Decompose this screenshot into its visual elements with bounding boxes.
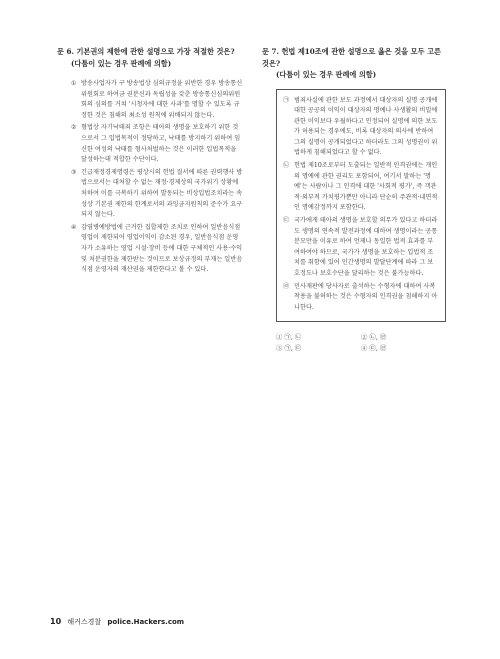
statement-text: 범죄사실에 관한 보도 과정에서 대상자의 실명 공개에 대한 공공의 이익이 대상자의 명예나 사생활의 비밀에 관한 이익보다 우월하다고 인정되어 실명에 의한 보도가 허용되는 경우에도, 비록 대상자의 의사에 반하여 그의 실명이 공개되었다고 하더라도 그의 성명권이 위법하게 침해되었다고 할 수 없다.	[294, 96, 438, 157]
option-2[interactable]	[71, 123, 243, 165]
question-7	[262, 46, 448, 354]
page-footer	[50, 617, 184, 627]
question-7-header	[262, 46, 448, 81]
statement-marker: ㉠	[283, 96, 290, 104]
question-7-title: 헌법 제10조에 관한 설명으로 옳은 것을 모두 고른 것은?	[262, 47, 441, 68]
statement-marker: ㉢	[283, 217, 290, 225]
brand-name: 해커스경찰	[67, 618, 102, 626]
statement-marker: ㉡	[283, 162, 290, 170]
option-text: 형법상 자기낙태죄 조항은 태아의 생명을 보호하기 위한 것으로서 그 입법목적이 정당하고, 낙태를 방지하기 위하여 임신한 여성의 낙태를 형사처벌하는 것은 이러한 입법목적을 달성하는데 적합한 수단이다.	[81, 124, 241, 164]
statement-item	[283, 282, 439, 314]
statement-text: 헌법 제10조로부터 도출되는 일반적 인격권에는 개인의 명예에 관한 권리도 포함되어, 여기서 말하는 '명예'는 사람이나 그 인격에 대한 '사회적 평가', 즉 객관적·외부적 가치평가뿐만 아니라 단순히 주관적·내면적인 명예감정까지 포함한다.	[294, 162, 438, 212]
statement-item	[283, 96, 439, 160]
question-7-note: (다툼이 있는 경우 판례에 의함)	[276, 70, 377, 79]
statement-box	[276, 89, 446, 323]
option-text: 감염병예방법에 근거한 집합제한 조치로 인하여 일반음식점 영업이 제한되어 영업이익이 감소된 경우, 일반음식점 운영자가 소유하는 영업 시설·장비 등에 대한 구체적인 사용·수익 및 처분권한을 제한받는 것이므로 보상규정의 부재는 일반음식점 운영자의 재산권을 제한한다고 볼 수 있다.	[81, 223, 243, 274]
question-6-note: (다툼이 있는 경우 판례에 의함)	[71, 58, 172, 68]
option-marker: ②	[71, 124, 77, 132]
option-1[interactable]	[71, 79, 243, 121]
answer-choices	[276, 332, 446, 354]
option-text: 긴급재정경제명령은 평상시의 헌법 질서에 따른 권력행사 방법으로서는 대처할 수 없는 재정·경제상의 국가위기 상황에 처하여 이를 극복하기 위하여 발동되는 비상입법조치라는 속성상 기본권 제한의 한계로서의 과잉금지원칙의 준수가 요구되지 않는다.	[81, 168, 243, 219]
question-6-header	[57, 46, 243, 69]
option-marker: ①	[71, 80, 77, 87]
statement-marker: ㉣	[283, 282, 290, 290]
page-number: 10	[50, 617, 62, 626]
option-marker: ③	[71, 168, 77, 176]
question-7-number: 문 7.	[262, 47, 279, 56]
answer-choice-4[interactable]: ④ ㉢, ㉣	[361, 344, 387, 353]
question-6-number: 문 6.	[57, 47, 74, 56]
statement-item	[283, 161, 439, 214]
answer-choice-1[interactable]: ① ㉠, ㉡	[276, 333, 302, 342]
statement-text: 민사재판에 당사자로 출석하는 수형자에 대하여 사복착용을 불허하는 것은 수형자의 인격권을 침해하지 아니한다.	[294, 282, 438, 311]
option-3[interactable]	[71, 168, 243, 221]
question-6-options	[57, 79, 243, 276]
statement-item	[283, 216, 439, 280]
answer-choice-2[interactable]: ② ㉡, ㉣	[361, 333, 387, 342]
question-6-title: 기본권의 제한에 관한 설명으로 가장 적절한 것은?	[76, 47, 235, 56]
answer-choice-3[interactable]: ③ ㉠, ㉢	[276, 344, 302, 353]
site-url: police.Hackers.com	[107, 618, 185, 626]
statement-text: 국가에게 태아의 생명을 보호할 의무가 있다고 하더라도 생명의 연속적 발전과정에 대하여 생명이라는 공통분모만을 이유로 하여 언제나 동일한 법적 효과를 부여하여야 하므로, 국가가 생명을 보호하는 입법적 조치를 취함에 있어 인간생명의 발달단계에 따라 그 보호정도나 보호수단을 달리하는 것은 불가능하다.	[294, 217, 438, 277]
answer-row	[276, 343, 446, 354]
option-4[interactable]	[71, 223, 243, 276]
answer-row	[276, 332, 446, 343]
question-6	[57, 46, 243, 278]
option-text: 방송사업자가 구 방송법상 심의규정을 위반한 경우 방송통신위원회로 하여금 권분신과 독립성을 갖춘 방송통신심의위원회의 심의를 거쳐 '시청자에 대한 사과'를 명할 수 있도록 규정한 것은 침해의 최소성 원칙에 위배되지 않는다.	[81, 80, 243, 119]
option-marker: ④	[71, 223, 77, 231]
